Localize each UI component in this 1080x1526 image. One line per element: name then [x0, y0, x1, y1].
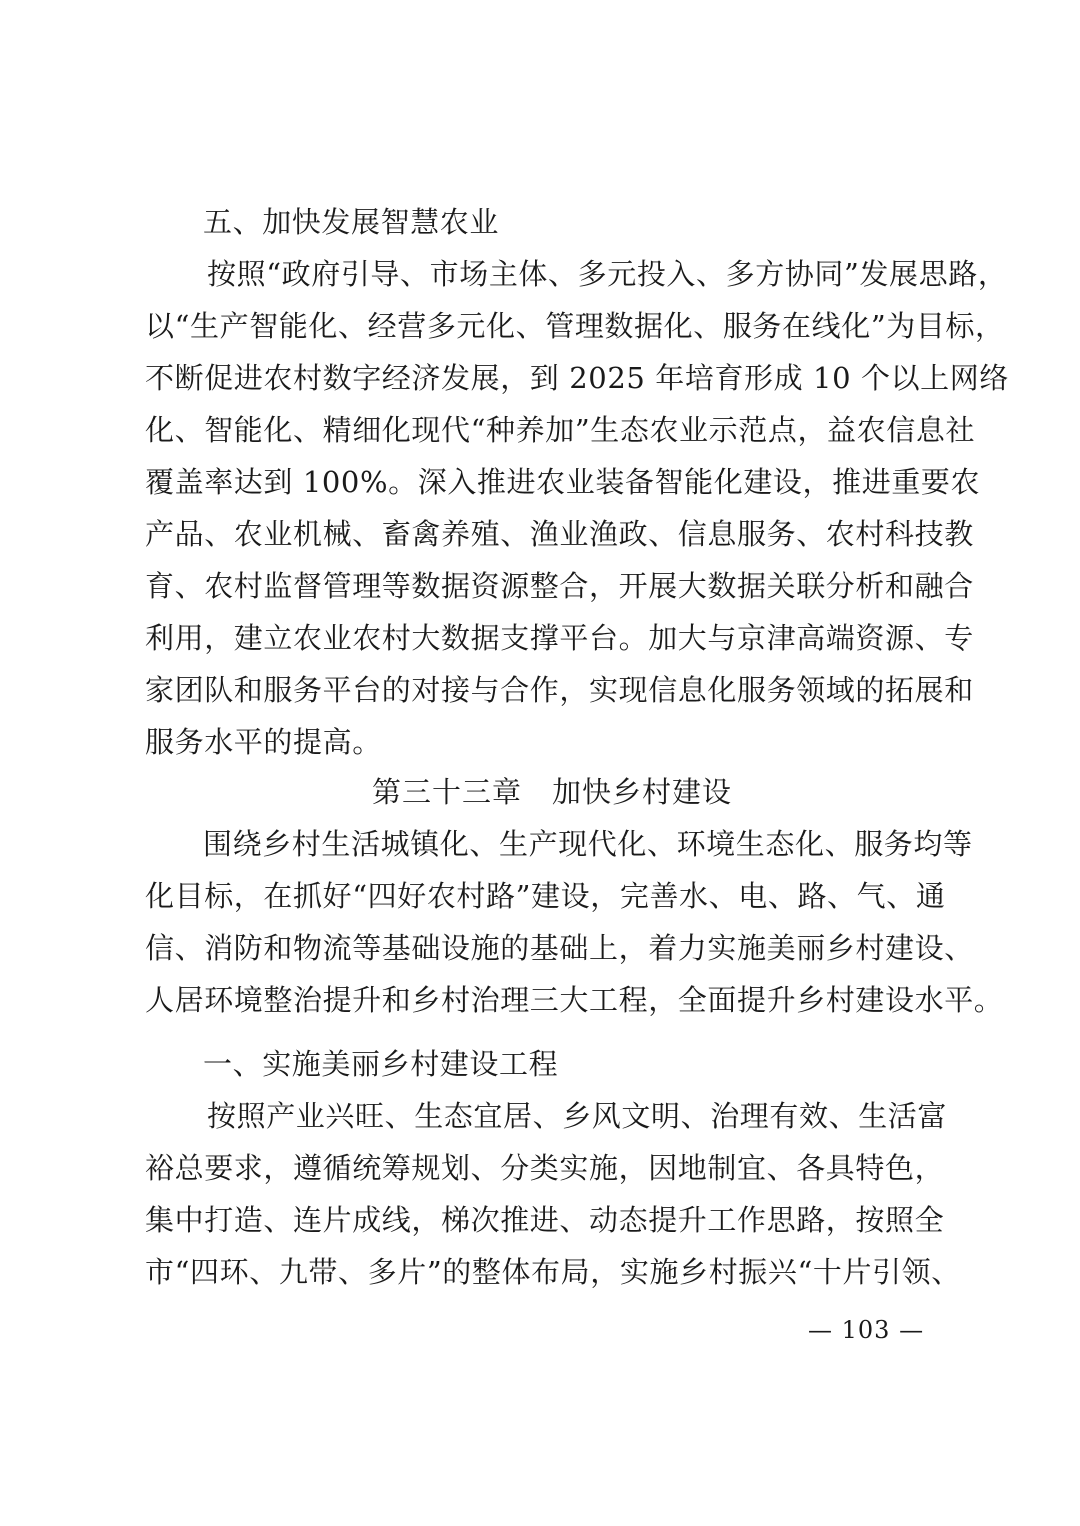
subsection-heading: 一、实施美丽乡村建设工程: [203, 1047, 559, 1081]
paragraph-line: 信、消防和物流等基础设施的基础上，着力实施美丽乡村建设、: [145, 931, 974, 965]
paragraph-line: 按照产业兴旺、生态宜居、乡风文明、治理有效、生活富: [207, 1099, 948, 1133]
paragraph-line: 家团队和服务平台的对接与合作，实现信息化服务领域的拓展和: [145, 673, 974, 707]
paragraph-line: 集中打造、连片成线，梯次推进、动态提升工作思路，按照全: [145, 1203, 945, 1237]
section-heading: 五、加快发展智慧农业: [203, 205, 500, 239]
paragraph-line: 围绕乡村生活城镇化、生产现代化、环境生态化、服务均等: [203, 827, 973, 861]
chapter-number: 第三十三章: [372, 775, 523, 809]
paragraph-line: 按照“政府引导、市场主体、多元投入、多方协同”发展思路，: [207, 257, 1008, 291]
paragraph-line: 覆盖率达到 100%。深入推进农业装备智能化建设，推进重要农: [145, 465, 981, 499]
paragraph-line: 利用，建立农业农村大数据支撑平台。加大与京津高端资源、专: [145, 621, 974, 655]
chapter-title: 加快乡村建设: [552, 775, 733, 809]
paragraph-line: 育、农村监督管理等数据资源整合，开展大数据关联分析和融合: [145, 569, 974, 603]
paragraph-line: 市“四环、九带、多片”的整体布局，实施乡村振兴“十片引领、: [145, 1255, 961, 1289]
chapter-heading: [372, 766, 732, 818]
paragraph-line: 产品、农业机械、畜禽养殖、渔业渔政、信息服务、农村科技教: [145, 517, 974, 551]
paragraph-line: 以“生产智能化、经营多元化、管理数据化、服务在线化”为目标，: [145, 309, 1005, 343]
paragraph-line: 裕总要求，遵循统筹规划、分类实施，因地制宜、各具特色，: [145, 1151, 945, 1185]
paragraph-line: 化、智能化、精细化现代“种养加”生态农业示范点，益农信息社: [145, 413, 976, 447]
paragraph-line: 化目标，在抓好“四好农村路”建设，完善水、电、路、气、通: [145, 879, 946, 913]
paragraph-line: 服务水平的提高。: [145, 725, 382, 759]
page-number: — 103 —: [808, 1316, 925, 1344]
paragraph-line: 人居环境整治提升和乡村治理三大工程，全面提升乡村建设水平。: [145, 983, 1004, 1017]
paragraph-line: 不断促进农村数字经济发展，到 2025 年培育形成 10 个以上网络: [145, 361, 1009, 395]
